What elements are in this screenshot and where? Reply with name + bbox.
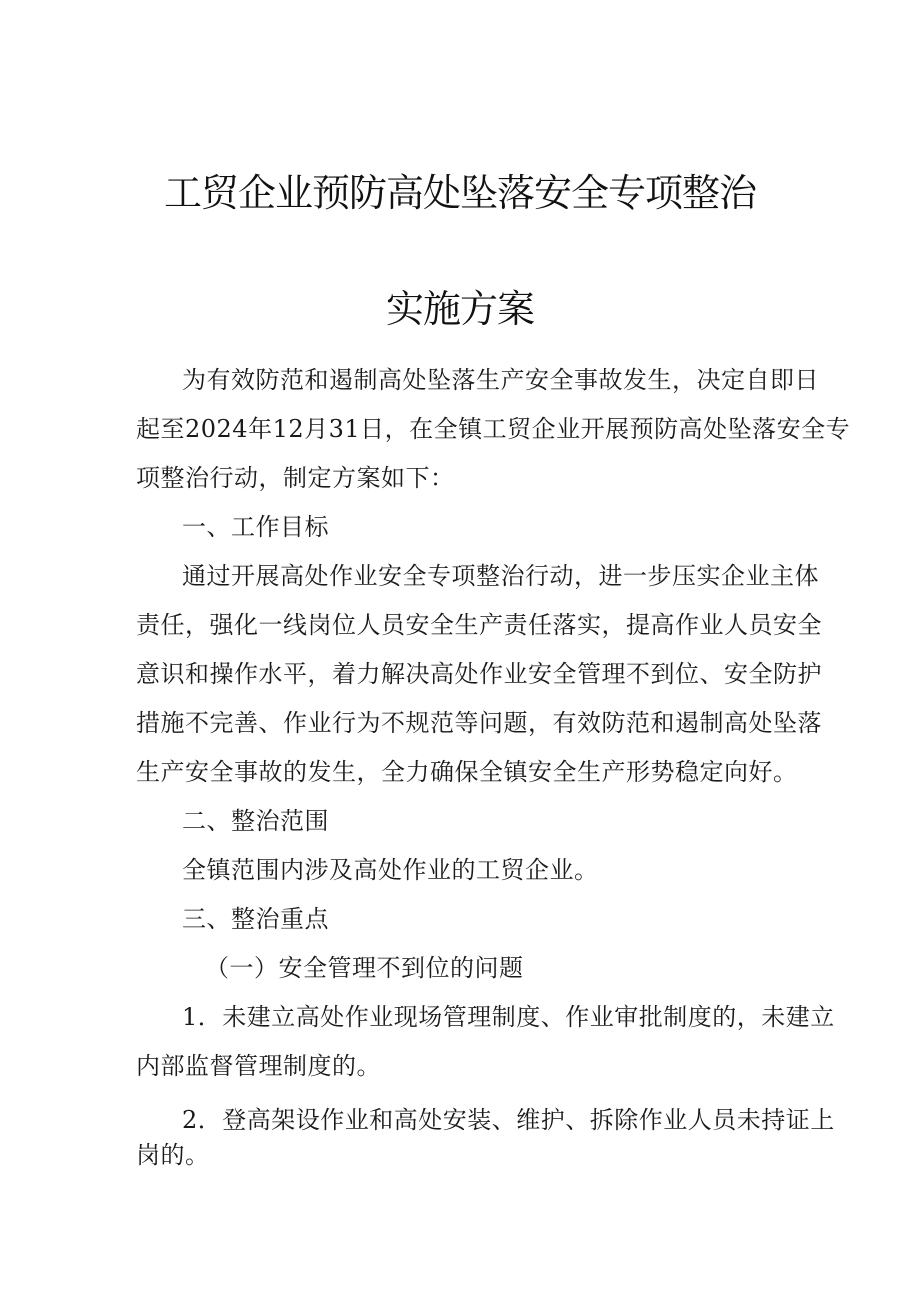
- paragraph-line: 生产安全事故的发生，全力确保全镇安全生产形势稳定向好。: [136, 758, 798, 786]
- list-item-line: 岗的。: [136, 1141, 210, 1169]
- subsection-heading: （一）安全管理不到位的问题: [205, 954, 524, 982]
- paragraph-line: 责任，强化一线岗位人员安全生产责任落实，提高作业人员安全: [136, 611, 822, 639]
- document-title-line-2: 实施方案: [385, 287, 534, 331]
- paragraph-line: 措施不完善、作业行为不规范等问题，有效防范和遏制高处坠落: [136, 709, 822, 737]
- paragraph-line: 全镇范围内涉及高处作业的工贸企业。: [182, 856, 599, 884]
- paragraph-line: 起至2024年12月31日，在全镇工贸企业开展预防高处坠落安全专: [136, 415, 851, 443]
- section-heading: 一、工作目标: [182, 513, 329, 541]
- list-item-line: 内部监督管理制度的。: [136, 1052, 381, 1080]
- section-heading: 二、整治范围: [182, 807, 329, 835]
- paragraph-line: 通过开展高处作业安全专项整治行动，进一步压实企业主体: [182, 562, 819, 590]
- list-item-line: 1．未建立高处作业现场管理制度、作业审批制度的，未建立: [182, 1003, 835, 1031]
- document-title-line-1: 工贸企业预防高处坠落安全专项整治: [163, 171, 756, 215]
- list-item-line: 2．登高架设作业和高处安装、维护、拆除作业人员未持证上: [182, 1106, 835, 1134]
- section-heading: 三、整治重点: [182, 905, 329, 933]
- paragraph-line: 意识和操作水平，着力解决高处作业安全管理不到位、安全防护: [136, 660, 822, 688]
- paragraph-line: 项整治行动，制定方案如下：: [136, 464, 455, 492]
- paragraph-line: 为有效防范和遏制高处坠落生产安全事故发生，决定自即日: [182, 366, 819, 394]
